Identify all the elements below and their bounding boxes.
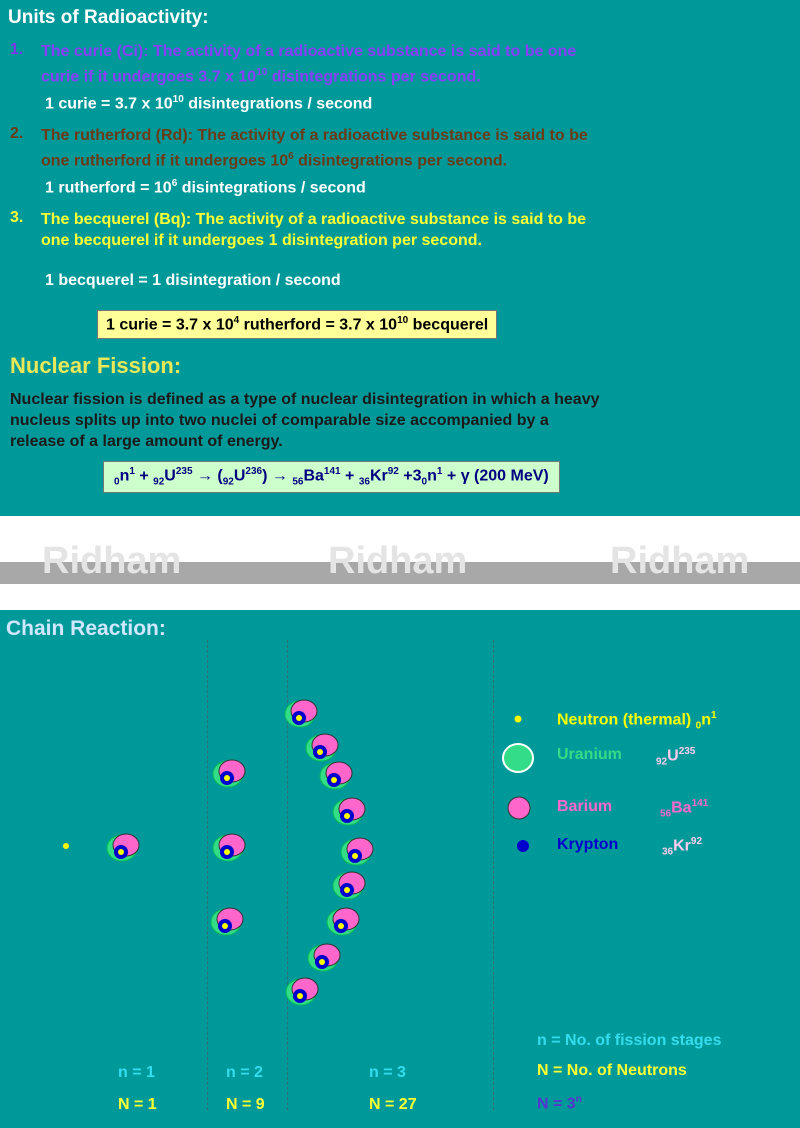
- curie-equation: 1 curie = 3.7 x $10^{10}$ disintegrations / second: [45, 94, 373, 113]
- neutron: [224, 849, 230, 855]
- legend-neutron-label: Neutron (thermal) $_0n^1$: [557, 710, 717, 732]
- rutherford-definition-line2: one rutherford if it undergoes $10^6$ disintegrations per second.: [41, 151, 508, 170]
- neutron: [297, 993, 303, 999]
- curie-definition-line2: curie if it undergoes 3.7 x $10^{10}$ disintegrations per second.: [41, 67, 481, 86]
- legend-barium-symbol: $_{56}Ba^{141}$: [660, 798, 709, 820]
- fission-definition-line2: nucleus splits up into two nuclei of comparable size accompanied by a: [10, 412, 549, 429]
- watermark-text: Ridham: [328, 540, 468, 582]
- rutherford-equation: 1 rutherford = $10^6$ disintegrations / second: [45, 178, 366, 197]
- stage-1-N-label: N = 1: [118, 1096, 157, 1113]
- stage-1-n-label: n = 1: [118, 1064, 155, 1081]
- legend-uranium-label: Uranium: [557, 746, 622, 763]
- neutron: [224, 775, 230, 781]
- legend-barium-icon: [508, 797, 530, 819]
- item-1-number: 1.: [10, 41, 24, 58]
- neutron: [222, 923, 228, 929]
- neutron: [331, 777, 337, 783]
- unit-conversion-box: 1 curie = 3.7 x $10^4$ rutherford = 3.7 x $10^{10}$ becquerel: [97, 310, 497, 339]
- becquerel-definition-line1: The becquerel (Bq): The activity of a radioactive substance is said to be: [41, 211, 587, 228]
- watermark-text: Ridham: [42, 540, 182, 582]
- n-definition: n = No. of fission stages: [537, 1032, 722, 1049]
- curie-definition-line1: The curie (Ci): The activity of a radioactive substance is said to be one: [41, 43, 577, 60]
- legend-krypton-symbol: $_{36}Kr^{92}$: [662, 836, 703, 858]
- incoming-neutron: [63, 843, 69, 849]
- legend-neutron-icon: [515, 716, 522, 723]
- N-definition: N = No. of Neutrons: [537, 1062, 687, 1079]
- item-3-number: 3.: [10, 209, 24, 226]
- chain-reaction-title: Chain Reaction:: [6, 617, 166, 640]
- stage-2-n-label: n = 2: [226, 1064, 263, 1081]
- legend-krypton-icon: [517, 840, 529, 852]
- fission-definition-line1: Nuclear fission is defined as a type of nuclear disintegration in which a heavy: [10, 391, 600, 408]
- legend-barium-label: Barium: [557, 798, 613, 815]
- neutron: [319, 959, 325, 965]
- becquerel-definition-line2: one becquerel if it undergoes 1 disintegration per second.: [41, 232, 482, 249]
- neutron: [352, 853, 358, 859]
- legend-krypton-label: Krypton: [557, 836, 619, 853]
- becquerel-equation: 1 becquerel = 1 disintegration / second: [45, 272, 341, 289]
- units-title: Units of Radioactivity:: [8, 7, 209, 28]
- stage-2-N-label: N = 9: [226, 1096, 265, 1113]
- neutron: [338, 923, 344, 929]
- legend-uranium-icon: [503, 744, 533, 772]
- N-formula: $N = 3^n$: [537, 1094, 582, 1113]
- rutherford-definition-line1: The rutherford (Rd): The activity of a radioactive substance is said to be: [41, 127, 588, 144]
- neutron: [118, 849, 124, 855]
- neutron: [344, 887, 350, 893]
- stage-3-n-label: n = 3: [369, 1064, 406, 1081]
- fission-equation-box: $_0n^1 + _{92}U^{235} \to (_{92}U^{236}) \to _{56}Ba^{141} + _{36}Kr^{92} +3_0n^1 + \gamma$ (200 MeV): [103, 461, 560, 493]
- fission-definition-line3: release of a large amount of energy.: [10, 433, 283, 450]
- item-2-number: 2.: [10, 125, 24, 142]
- neutron: [317, 749, 323, 755]
- neutron: [344, 813, 350, 819]
- stage-3-N-label: N = 27: [369, 1096, 417, 1113]
- legend-uranium-symbol: $_{92}U^{235}$: [656, 746, 696, 768]
- fission-title: Nuclear Fission:: [10, 353, 182, 378]
- watermark-text: Ridham: [610, 540, 750, 582]
- neutron: [296, 715, 302, 721]
